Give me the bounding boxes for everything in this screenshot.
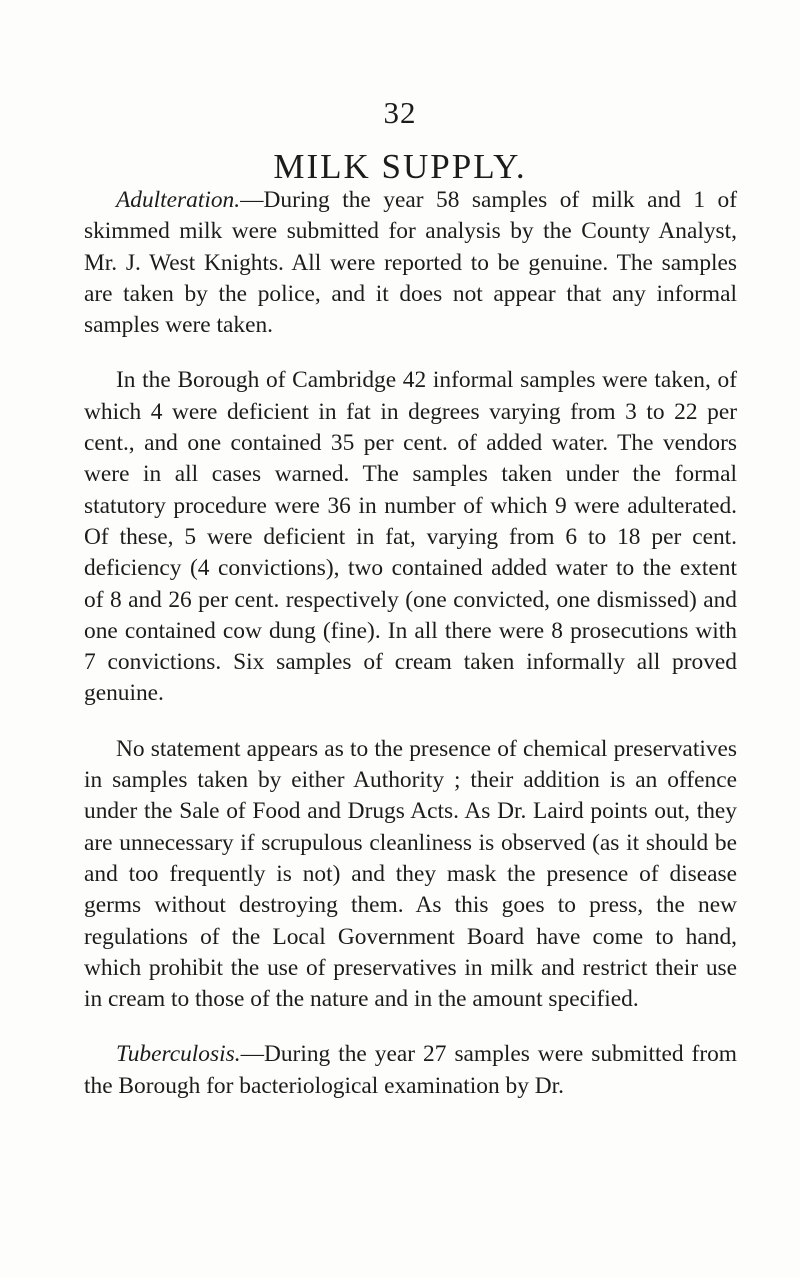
- page-title: MILK SUPPLY.: [273, 147, 527, 186]
- paragraph-text: No statement appears as to the presence of chemical preservatives in samples taken by either Authority ; their addition is an offence under the Sale of Food and Drugs Acts. As Dr. Laird points out, they are unnecessary if scrupulous cleanliness is observed (as it should be and too frequently is not) and they mask the presence of disease germs without destroying them. As this goes to press, the new regulations of the Local Government Board have come to hand, which prohibit the use of preservatives in milk and restrict their use in cream to those of the nature and in the amount specified.: [84, 735, 737, 1013]
- paragraph-text: —During the year 27 samples were submitted from the Borough for bacteriological examination by Dr.: [84, 1041, 737, 1099]
- paragraph-text: —During the year 58 samples of milk and 1 of skimmed milk were submitted for analysis by the County Analyst, Mr. J. West Knights. All were reported to be genuine. The samples are taken by the police, and it does not appear that any informal samples were taken.: [84, 187, 737, 339]
- paragraph-preservatives: [84, 734, 737, 1016]
- paragraph-tuberculosis: [84, 1039, 737, 1102]
- paragraph-lead-adulteration: Adulteration.: [116, 187, 241, 213]
- page-number: 32: [383, 95, 417, 130]
- paragraph-lead-tuberculosis: Tuberculosis.: [116, 1041, 241, 1068]
- paragraph-borough-samples: [84, 365, 737, 709]
- paragraph-text: In the Borough of Cambridge 42 informal samples were taken, of which 4 were deficient in fat in degrees varying from 3 to 22 per cent., and one contained 35 per cent. of added water. The vendors were in all cases warned. The samples taken under the formal statutory procedure were 36 in number of which 9 were adulterated. Of these, 5 were deficient in fat, varying from 6 to 18 per cent. deficiency (4 convictions), two contained added water to the extent of 8 and 26 per cent. respectively (one convicted, one dismissed) and one contained cow dung (fine). In all there were 8 prosecutions with 7 convictions. Six samples of cream taken informally all proved genuine.: [84, 367, 737, 707]
- body-text: [84, 185, 737, 1102]
- paragraph-adulteration: [84, 185, 737, 341]
